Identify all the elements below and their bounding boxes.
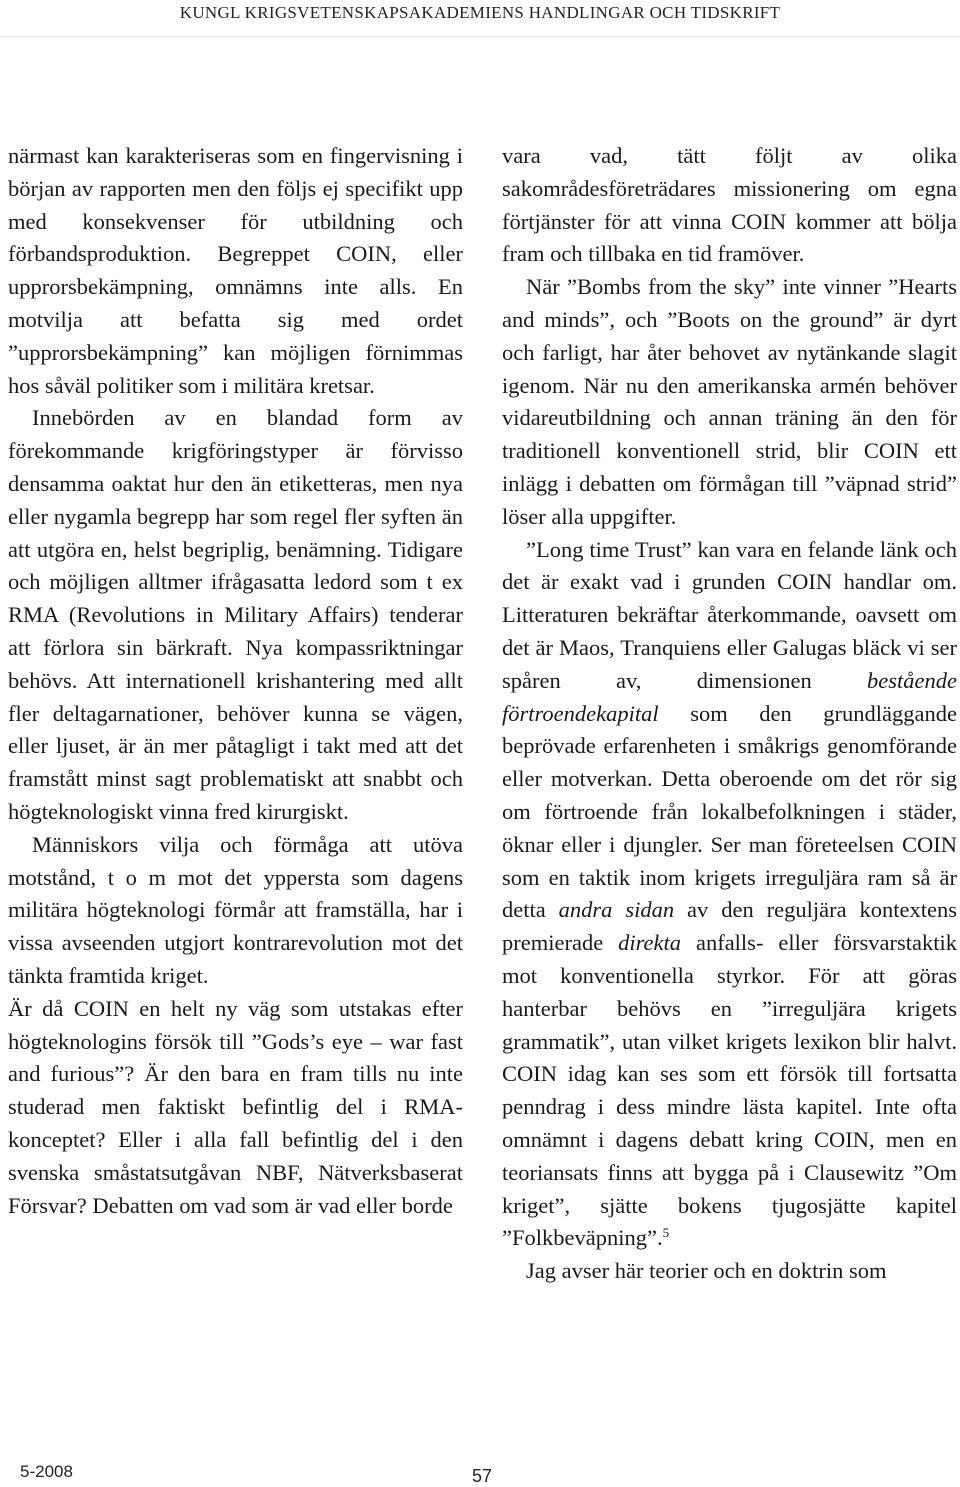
footnote-marker[interactable]: 5 [662, 1225, 670, 1241]
right-column [502, 140, 957, 1288]
journal-header: KUNGL KRIGSVETENSKAPSAKADEMIENS HANDLINGAR OCH TIDSKRIFT [179, 3, 781, 22]
issue-number: 5-2008 [20, 1462, 73, 1481]
page-number: 57 [472, 1466, 493, 1486]
header-divider [0, 36, 960, 37]
text-run: anfalls- eller försvarstaktik mot konventionella styrkor. För att göras hanterbar behövs en ”irreguljära krigets grammatik”, utan vilket krigets lexikon blir halvt. COIN idag kan ses som ett försök till fortsatta penndrag i dess mindre lästa kapitel. Inte ofta omnämnt i dagens debatt kring COIN, men en teoriansats finns att bygga på i Clausewitz ”Om kriget”, sjätte bokens tjugosjätte kapitel ”Folkbeväpning”. [502, 930, 957, 1251]
paragraph: Innebörden av en blandad form av förekommande krigföringstyper är förvisso densamma oaktat hur den än etiketteras, men nya eller nygamla begrepp har som regel fler syften än att utgöra en, helst begriplig, benämning. Tidigare och möjligen alltmer ifrågasatta ledord som t ex RMA (Revolutions in Military Affairs) tenderar att förlora sin bärkraft. Nya kompassriktningar behövs. Att internationell krishantering med allt fler deltagarnationer, behöver kunna se vägen, eller ljuset, är än mer påtagligt i takt med att det framstått minst sagt problematiskt att snabbt och högteknologiskt vinna fred kirurgiskt. [8, 405, 463, 824]
left-column [8, 140, 463, 1222]
italic-term: direkta [618, 930, 682, 956]
paragraph: Är då COIN en helt ny väg som utstakas efter högteknologins försök till ”Gods’s eye – war fast and furious”? Är den bara en fram tills nu inte studerad men faktiskt befintlig del i RMA-konceptet? Eller i alla fall befintlig del i den svenska småstatsutgåvan NBF, Nätverksbaserat Försvar? Debatten om vad som är vad eller borde [8, 995, 463, 1218]
paragraph: vara vad, tätt följt av olika sakområdesföreträdares missionering om egna förtjänster för att vinna COIN kommer att bölja fram och tillbaka en tid framöver. [502, 143, 957, 267]
paragraph: närmast kan karakteriseras som en fingervisning i början av rapporten men den följs ej specifikt upp med konsekvenser för utbildning och förbandsproduktion. Begreppet COIN, eller upprorsbekämpning, omnämns inte alls. En motvilja att befatta sig med ordet ”upprorsbekämpning” kan möjligen förnimmas hos såväl politiker som i militära kretsar. [8, 143, 463, 398]
paragraph: Jag avser här teorier och en doktrin som [526, 1258, 887, 1284]
italic-term: andra sidan [558, 897, 675, 923]
paragraph: Människors vilja och förmåga att utöva motstånd, t o m mot det yppersta som dagens militära högteknologi förmår att framställa, har i vissa avseenden utgjort kontrarevolution mot det tänkta framtida kriget. [8, 831, 463, 988]
text-run: ”Long time Trust” kan vara en felande länk och det är exakt vad i grunden COIN handlar om. Litteraturen bekräftar återkommande, oavsett om det är Maos, Tranquiens eller Galugas bläck vi ser spåren av, dimensionen [502, 536, 957, 693]
text-run: som den grundläggande beprövade erfarenheten i småkrigs genomförande eller motverkan. Detta oberoende om det rör sig om förtroende från lokalbefolkningen i städer, öknar eller i djungler. Ser man företeelsen COIN som en taktik inom krigets irreguljära ram så är detta [502, 700, 957, 923]
italic-term: bestående förtroendekapital [502, 667, 957, 726]
text-run: av den reguljära kontextens premierade [502, 897, 958, 956]
paragraph: När ”Bombs from the sky” inte vinner ”Hearts and minds”, och ”Boots on the ground” är dyrt och farligt, har åter behovet av nytänkande slagit igenom. När nu den amerikanska armén behöver vidareutbildning och annan träning än den för traditionell konventionell strid, blir COIN ett inlägg i debatten om förmågan till ”väpnad strid” löser alla uppgifter. [502, 274, 957, 529]
paragraph [502, 534, 957, 1256]
